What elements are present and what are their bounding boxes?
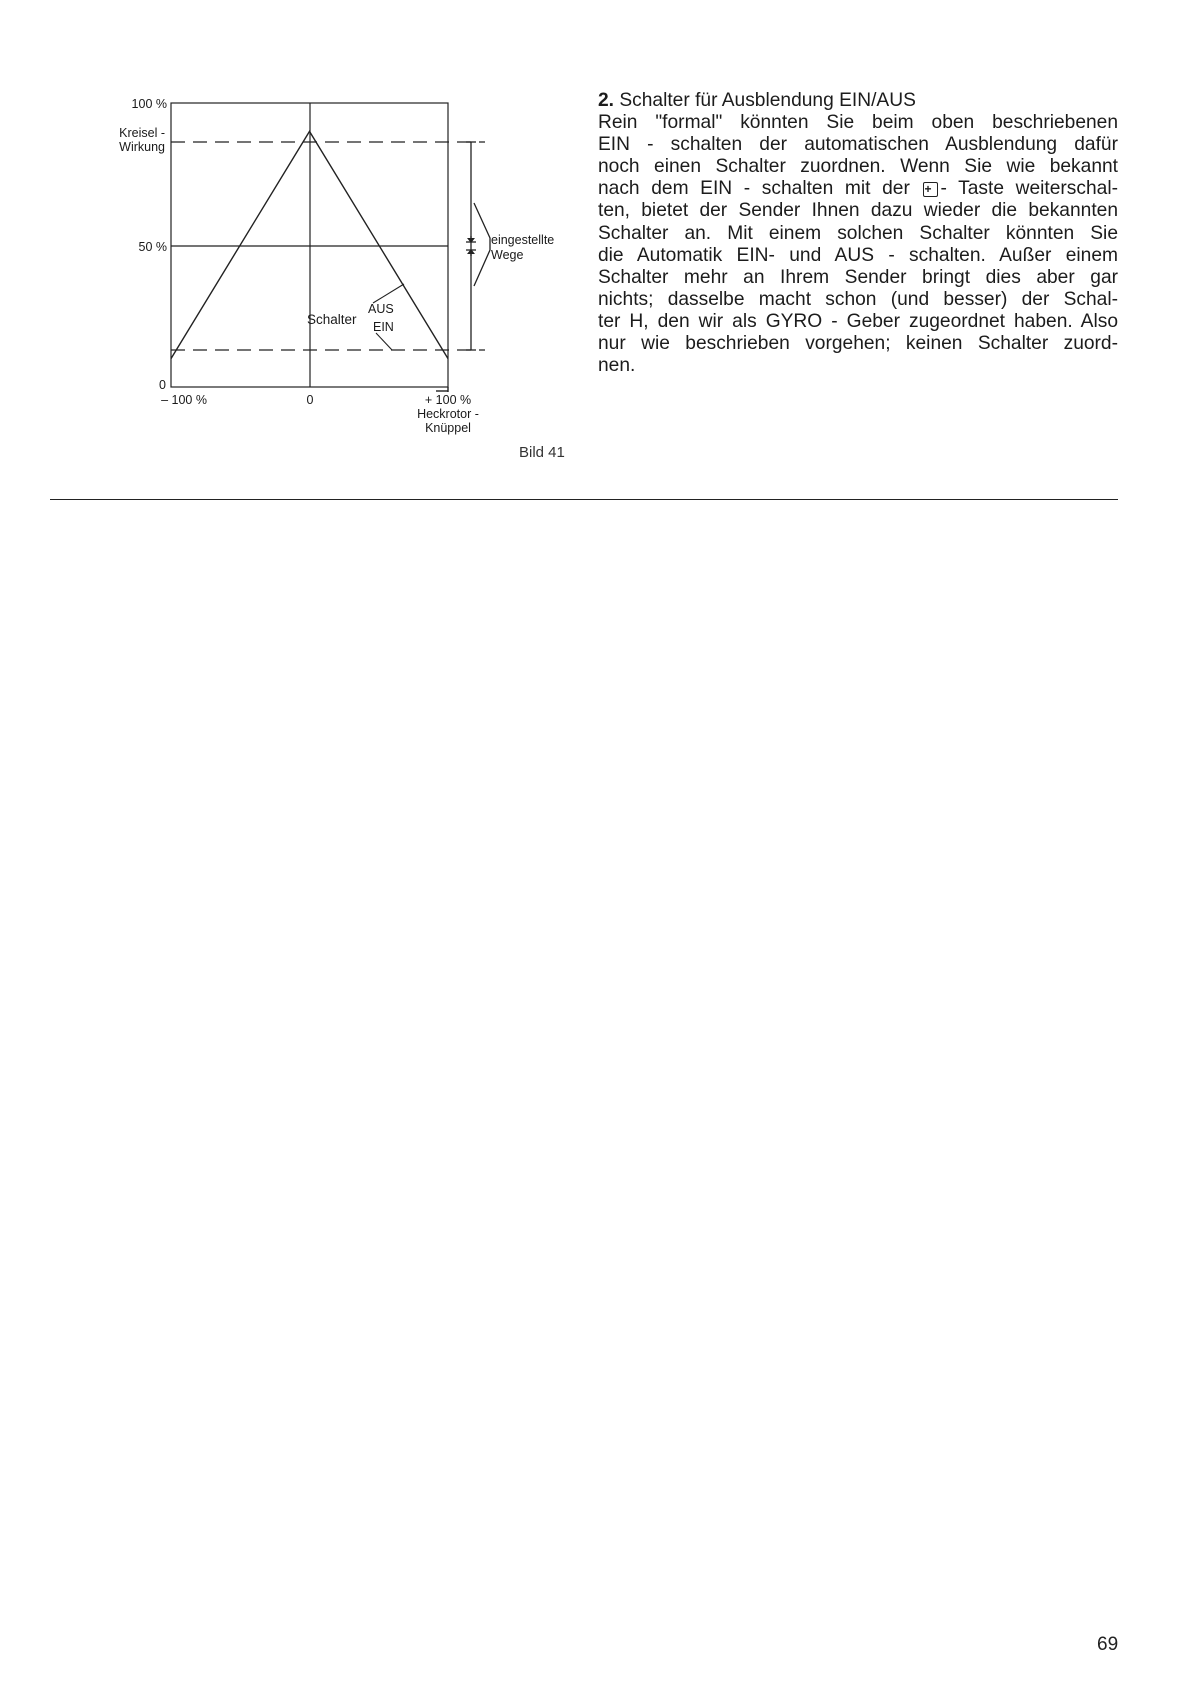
body-line: EIN - schalten der automatischen Ausblendung dafür: [598, 134, 1118, 156]
section-number: 2.: [598, 90, 615, 111]
horizontal-rule: [50, 499, 1118, 500]
travel-dimension: [466, 142, 490, 350]
body-line: Schalter mehr an Ihrem Sender bringt dies aber gar: [598, 266, 1118, 288]
body-line: ten, bietet der Sender Ihnen dazu wieder die bekannten: [598, 200, 1118, 222]
label-aus: AUS: [368, 302, 394, 316]
plus-key-icon: +: [923, 182, 938, 197]
x-label-minus100: – 100 %: [161, 393, 207, 407]
section-title: Schalter für Ausblendung EIN/AUS: [619, 90, 916, 111]
gyro-effect-diagram: [0, 0, 600, 470]
page-number: 69: [1097, 1634, 1119, 1655]
body-line: die Automatik EIN- und AUS - schalten. Außer einem: [598, 244, 1118, 266]
body-line: [598, 178, 1118, 200]
body-line-part: nach dem EIN - schalten mit der: [598, 178, 910, 200]
y-label-wirkung: Wirkung: [119, 140, 165, 154]
x-label-heckrotor: Heckrotor -: [417, 407, 479, 421]
label-schalter: Schalter: [307, 312, 357, 327]
figure-caption: Bild 41: [519, 444, 565, 461]
body-line: nichts; dasselbe macht schon (und besser) der Schal-: [598, 288, 1118, 310]
y-label-0: 0: [159, 378, 166, 392]
x-label-knueppel: Knüppel: [425, 421, 471, 435]
section-body: [598, 112, 1118, 377]
label-ein: EIN: [373, 320, 394, 334]
section-text: [598, 90, 1118, 377]
label-eingestellte: eingestellte: [491, 233, 555, 247]
x-label-zero: 0: [306, 393, 314, 407]
section-heading: [598, 90, 1118, 112]
body-line: ter H, den wir als GYRO - Geber zugeordnet haben. Also: [598, 310, 1118, 332]
body-line-part: - Taste weiterschal-: [940, 178, 1118, 200]
body-line: noch einen Schalter zuordnen. Wenn Sie wie bekannt: [598, 156, 1118, 178]
body-line: nur wie beschrieben vorgehen; keinen Schalter zuord-: [598, 333, 1118, 355]
aus-leader: [373, 284, 404, 303]
label-wege: Wege: [491, 248, 524, 262]
ein-leader: [376, 333, 392, 350]
body-line: Schalter an. Mit einem solchen Schalter könnten Sie: [598, 222, 1118, 244]
y-label-50: 50 %: [138, 240, 167, 254]
body-line: Rein "formal" könnten Sie beim oben beschriebenen: [598, 112, 1118, 134]
y-label-kreisel: Kreisel -: [119, 126, 165, 140]
y-label-100: 100 %: [131, 97, 167, 111]
body-line: nen.: [598, 355, 636, 377]
x-label-plus100: + 100 %: [424, 393, 472, 407]
